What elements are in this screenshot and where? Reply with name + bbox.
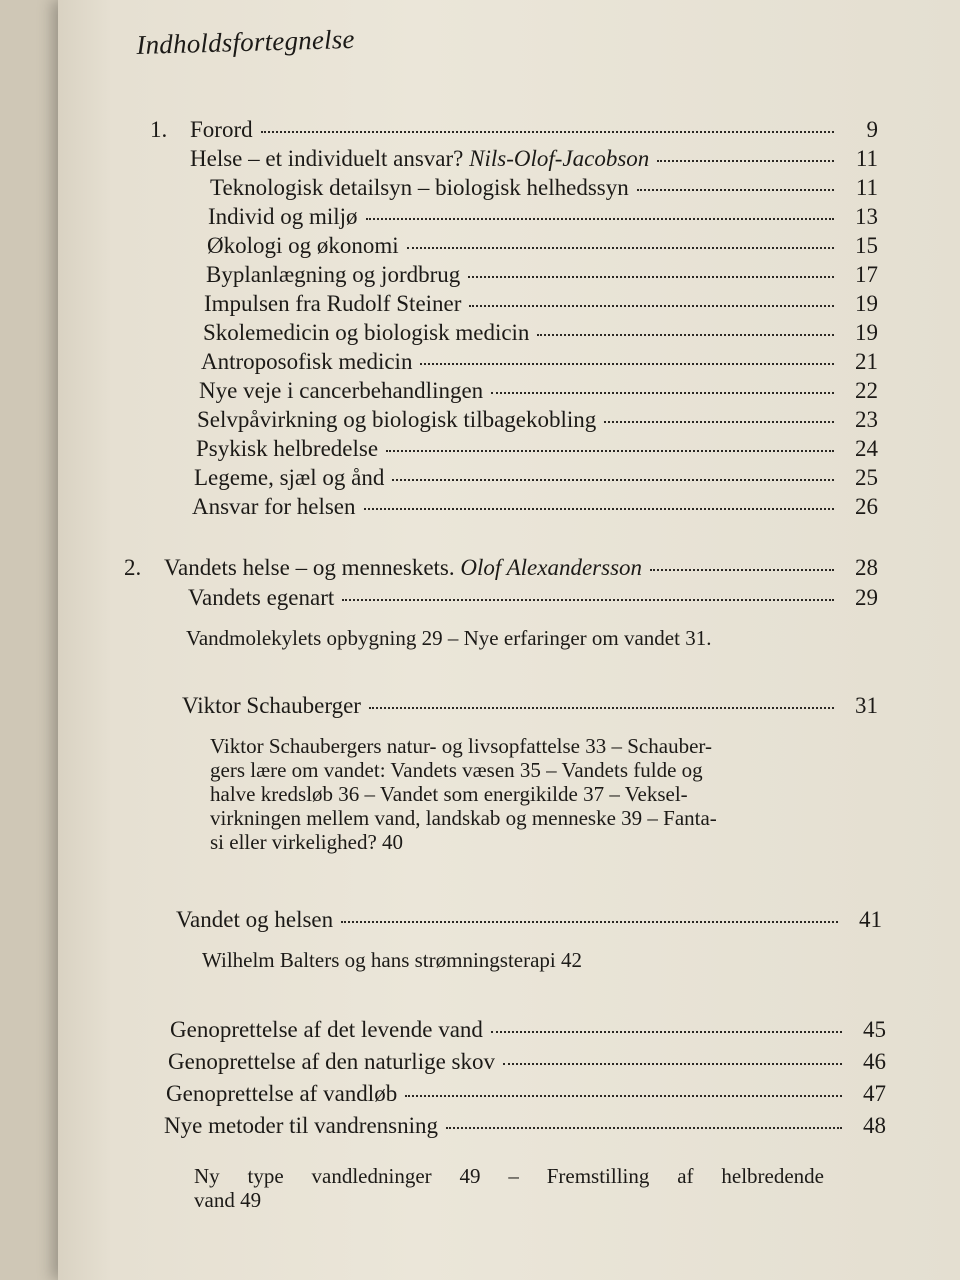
dot-leader bbox=[386, 448, 834, 452]
entry-label: Vandets helse – og menneskets. Olof Alexandersson bbox=[164, 555, 643, 580]
entry-label: Vandets egenart bbox=[188, 585, 335, 610]
dot-leader bbox=[364, 506, 834, 510]
page-number: 19 bbox=[855, 320, 878, 345]
entry-label: Forord bbox=[190, 117, 253, 142]
page-number: 23 bbox=[855, 407, 878, 432]
toc-entry bbox=[168, 1048, 886, 1076]
entry-label: Skolemedicin og biologisk medicin bbox=[203, 320, 530, 345]
toc-entry bbox=[188, 584, 878, 612]
page-number: 28 bbox=[855, 555, 878, 580]
page-number: 29 bbox=[855, 585, 878, 610]
dot-leader bbox=[491, 390, 834, 394]
toc-entry bbox=[166, 1080, 886, 1108]
toc-entry bbox=[203, 319, 878, 347]
toc-entry bbox=[124, 554, 878, 582]
toc-entry bbox=[164, 1112, 886, 1140]
dot-leader bbox=[503, 1061, 842, 1065]
page-number: 45 bbox=[863, 1017, 886, 1042]
entry-label: Økologi og økonomi bbox=[207, 233, 399, 258]
entry-label: Genoprettelse af den naturlige skov bbox=[168, 1049, 495, 1074]
page-number: 47 bbox=[863, 1081, 886, 1106]
dot-leader bbox=[261, 129, 834, 133]
entry-subtopics bbox=[194, 1164, 824, 1212]
dot-leader bbox=[491, 1029, 842, 1033]
dot-leader bbox=[405, 1093, 842, 1097]
dot-leader bbox=[637, 187, 834, 191]
page-number: 19 bbox=[855, 291, 878, 316]
dot-leader bbox=[604, 419, 834, 423]
page-number: 11 bbox=[855, 175, 878, 200]
page-number: 46 bbox=[863, 1049, 886, 1074]
dot-leader bbox=[446, 1125, 842, 1129]
toc-entry bbox=[207, 232, 878, 260]
page-number: 24 bbox=[855, 436, 878, 461]
toc-entry bbox=[196, 435, 878, 463]
dot-leader bbox=[650, 567, 834, 571]
subtopic-line: vand 49 bbox=[194, 1188, 262, 1212]
entry-label: Psykisk helbredelse bbox=[196, 436, 379, 461]
page-number: 15 bbox=[855, 233, 878, 258]
section-number: 2. bbox=[124, 555, 142, 580]
page-number: 41 bbox=[859, 907, 882, 932]
page-number: 26 bbox=[855, 494, 878, 519]
page-number: 21 bbox=[855, 349, 878, 374]
toc-entry bbox=[206, 261, 878, 289]
toc-entry bbox=[204, 290, 878, 318]
dot-leader bbox=[366, 216, 835, 220]
subtopic-line: virkningen mellem vand, landskab og menneske 39 – Fanta- bbox=[210, 806, 717, 830]
toc-entry bbox=[176, 906, 882, 934]
dot-leader bbox=[342, 597, 834, 601]
entry-label: Genoprettelse af det levende vand bbox=[170, 1017, 483, 1042]
toc-entry bbox=[201, 348, 878, 376]
entry-label: Byplanlægning og jordbrug bbox=[206, 262, 461, 287]
toc-entry bbox=[170, 1016, 886, 1044]
toc-entry bbox=[194, 464, 878, 492]
page-number: 22 bbox=[855, 378, 878, 403]
entry-label: Ansvar for helsen bbox=[192, 494, 356, 519]
page-number: 11 bbox=[855, 146, 878, 171]
toc-entry bbox=[208, 203, 878, 231]
dot-leader bbox=[420, 361, 834, 365]
toc-entry bbox=[182, 692, 878, 720]
subtopic-line: Ny type vandledninger 49 – Fremstilling af helbredende bbox=[194, 1164, 824, 1188]
entry-subtopics: Vandmolekylets opbygning 29 – Nye erfaringer om vandet 31. bbox=[186, 626, 712, 650]
dot-leader bbox=[341, 919, 838, 923]
page-number: 31 bbox=[855, 693, 878, 718]
entry-label: Helse – et individuelt ansvar? Nils-Olof-Jacobson bbox=[190, 146, 650, 171]
entry-subtopics: Wilhelm Balters og hans strømningsterapi 42 bbox=[202, 948, 583, 972]
entry-label: Vandet og helsen bbox=[176, 907, 334, 932]
entry-label: Nye metoder til vandrensning bbox=[164, 1113, 439, 1138]
entry-label: Individ og miljø bbox=[208, 204, 358, 229]
entry-label: Impulsen fra Rudolf Steiner bbox=[204, 291, 462, 316]
entry-label: Genoprettelse af vandløb bbox=[166, 1081, 398, 1106]
toc-entry bbox=[210, 174, 878, 202]
toc-entry bbox=[192, 493, 878, 521]
dot-leader bbox=[469, 303, 834, 307]
entry-author: Olof Alexandersson bbox=[460, 555, 643, 580]
dot-leader bbox=[657, 158, 834, 162]
entry-label: Viktor Schauberger bbox=[182, 693, 361, 718]
subtopic-line: halve kredsløb 36 – Vandet som energikilde 37 – Veksel- bbox=[210, 782, 688, 806]
toc-entry bbox=[190, 145, 878, 173]
toc-entry bbox=[199, 377, 878, 405]
subtopic-line: gers lære om vandet: Vandets væsen 35 – Vandets fulde og bbox=[210, 758, 703, 782]
entry-label: Teknologisk detailsyn – biologisk helhedssyn bbox=[210, 175, 629, 200]
toc-entry bbox=[197, 406, 878, 434]
entry-label: Selvpåvirkning og biologisk tilbagekobling bbox=[197, 407, 597, 432]
entry-label: Legeme, sjæl og ånd bbox=[194, 465, 385, 490]
dot-leader bbox=[392, 477, 834, 481]
entry-author: Nils-Olof-Jacobson bbox=[469, 146, 650, 171]
dot-leader bbox=[537, 332, 834, 336]
entry-subtopics bbox=[210, 734, 830, 854]
page-number: 25 bbox=[855, 465, 878, 490]
page-number: 9 bbox=[866, 117, 878, 142]
subtopic-line: Viktor Schaubergers natur- og livsopfattelse 33 – Schauber- bbox=[210, 734, 712, 758]
dot-leader bbox=[468, 274, 834, 278]
section-number: 1. bbox=[150, 117, 168, 142]
entry-label: Antroposofisk medicin bbox=[201, 349, 413, 374]
page-title: Indholdsfortegnelse bbox=[136, 23, 356, 60]
subtopic-line: si eller virkelighed? 40 bbox=[210, 830, 404, 854]
dot-leader bbox=[407, 245, 834, 249]
toc-entry bbox=[150, 116, 878, 144]
dot-leader bbox=[369, 705, 834, 709]
page-number: 48 bbox=[863, 1113, 886, 1138]
page-number: 17 bbox=[855, 262, 878, 287]
entry-label: Nye veje i cancerbehandlingen bbox=[199, 378, 484, 403]
page-number: 13 bbox=[855, 204, 878, 229]
